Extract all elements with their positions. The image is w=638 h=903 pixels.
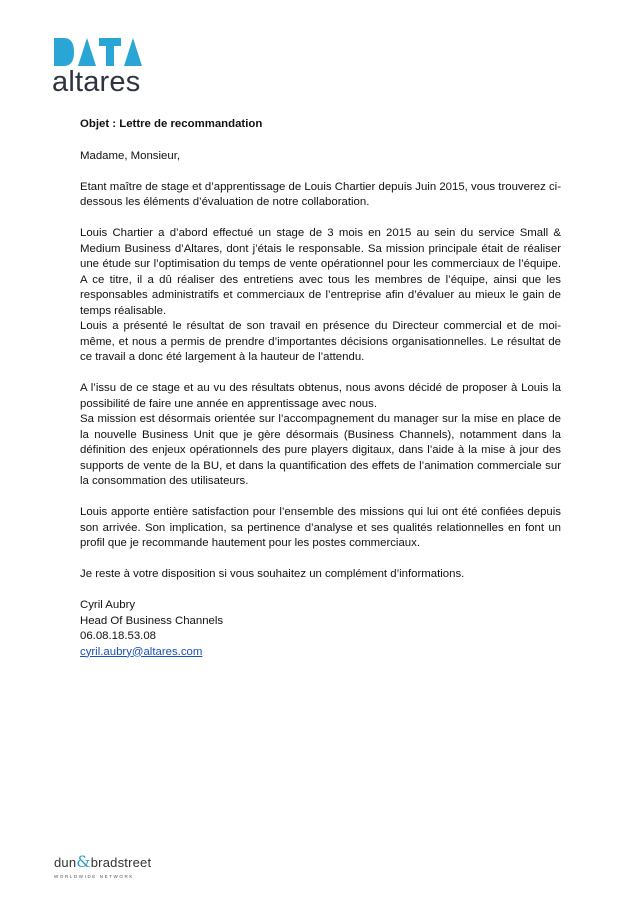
letter-body: [80, 117, 561, 660]
paragraph-intro: Etant maître de stage et d’apprentissage de Louis Chartier depuis Juin 2015, vous trouverez ci-dessous les éléments d’évaluation de notre collaboration.: [80, 180, 561, 208]
data-logo-mark: [52, 36, 148, 68]
paragraph-closing: Je reste à votre disposition si vous souhaitez un complément d’informations.: [80, 568, 465, 580]
altares-wordmark: altares: [52, 66, 141, 98]
signature-phone: 06.08.18.53.08: [80, 630, 157, 642]
paragraph-mission: Sa mission est désormais orientée sur l’accompagnement du manager sur la mise en place de la nouvelle Business Unit que je gère désormais (Business Channels), notamment dans la définition des enjeux opérationnels des pure players digitaux, dans l’aide à la mise à jour des supports de vente de la BU, et dans la quantification des effets de l’animation commerciale sur la consommation des utilisateurs.: [80, 413, 561, 487]
dnb-brand-left: dun: [54, 855, 77, 870]
signature-email-link[interactable]: cyril.aubry@altares.com: [80, 645, 203, 658]
paragraph-results: Louis a présenté le résultat de son travail en présence du Directeur commercial et de moi-même, et nous a permis de prendre d’importantes décisions organisationnelles. Le résultat de ce travail a donc été largement à la hauteur de l’attendu.: [80, 320, 561, 363]
letter-greeting: Madame, Monsieur,: [80, 149, 181, 162]
dnb-wordmark: [54, 852, 174, 871]
data-letter-d: [54, 38, 74, 66]
signature-name: Cyril Aubry: [80, 599, 136, 611]
data-letter-a1: [78, 38, 96, 66]
signature-title: Head Of Business Channels: [80, 614, 224, 627]
letter-subject: Objet : Lettre de recommandation: [80, 118, 263, 130]
signature-block: [80, 598, 561, 660]
altares-logo: [52, 36, 148, 98]
data-letter-a2: [124, 38, 142, 66]
dnb-brand-right: bradstreet: [90, 855, 152, 870]
paragraph-apprenticeship: A l’issu de ce stage et au vu des résultats obtenus, nous avons décidé de proposer à Louis la possibilité de faire une année en apprentissage avec nous.: [80, 382, 561, 410]
paragraph-satisfaction: Louis apporte entière satisfaction pour l’ensemble des missions qui lui ont été confiées depuis son arrivée. Son implication, sa pertinence d’analyse et ses qualités relationnelles en font un profil que je recommande hautement pour les postes commerciaux.: [80, 506, 561, 549]
paragraph-internship: Louis Chartier a d’abord effectué un stage de 3 mois en 2015 au sein du service Small & Medium Business d’Altares, dont j’étais le responsable. Sa mission principale était de réaliser une étude sur l’optimisation du temps de vente opérationnel pour les commerciaux de l’équipe. A ce titre, il a dû réaliser des entretiens avec tous les membres de l’équipe, ainsi que les responsables administratifs et commerciaux de l’entreprise afin d’évaluer au mieux le gain de temps réalisable.: [80, 227, 561, 317]
data-letter-t: [99, 38, 121, 66]
dun-bradstreet-logo: [54, 852, 174, 879]
dnb-tagline: WORLDWIDE NETWORK: [54, 874, 134, 879]
ampersand-icon: &: [76, 852, 91, 871]
